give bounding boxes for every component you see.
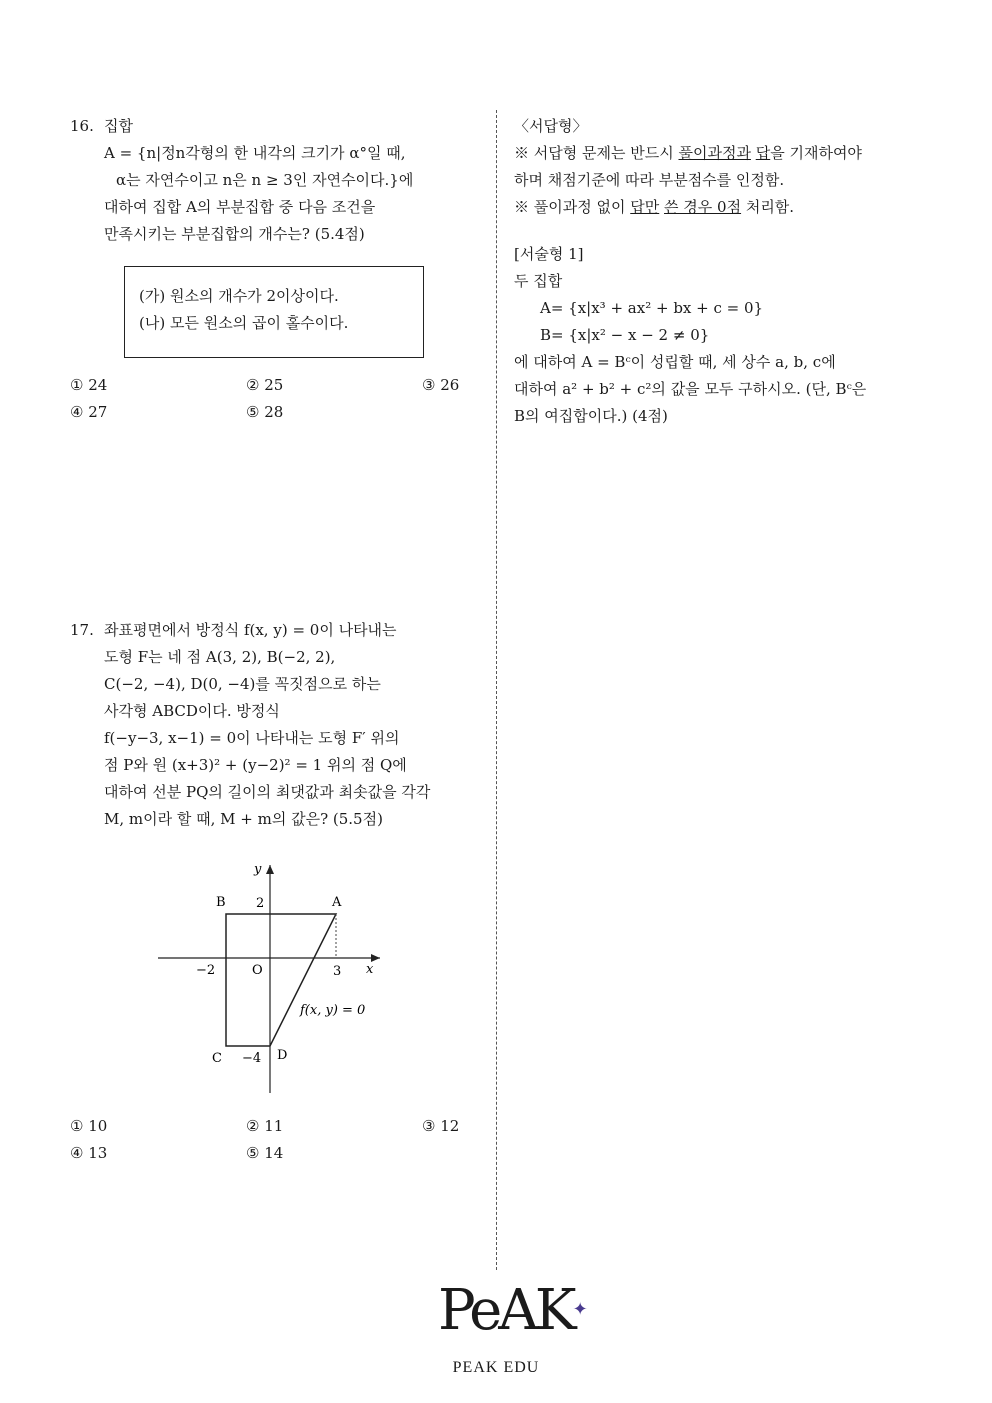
y-axis-arrow — [266, 865, 274, 874]
q16-line-4: 만족시키는 부분집합의 개수는? (5.4점) — [104, 225, 365, 243]
point-a-label: A — [332, 895, 342, 910]
origin-label: O — [252, 963, 263, 978]
tick-x-neg2: −2 — [196, 963, 216, 978]
logo-text: PEAK EDU — [452, 1359, 540, 1376]
column-divider — [496, 110, 497, 1270]
peak-edu-logo — [438, 1278, 584, 1377]
q16-line-2: α는 자연수이고 n은 n ≥ 3인 자연수이다.}에 — [116, 171, 414, 189]
curve-label: f(x, y) = 0 — [300, 1003, 366, 1018]
q17-choices — [70, 1113, 480, 1167]
essay-intro: 두 집합 — [514, 272, 563, 290]
x-axis-label: x — [366, 962, 374, 977]
q17-choice-4[interactable]: ④ 13 — [70, 1144, 108, 1162]
x-axis-arrow — [371, 954, 380, 962]
essay-body-3: B의 여집합이다.) (4점) — [514, 407, 668, 425]
q17-choice-2[interactable]: ② 11 — [246, 1117, 284, 1135]
essay-heading: 〈서답형〉 — [514, 117, 588, 135]
q16-condition-box — [124, 266, 424, 358]
q17-choice-5[interactable]: ⑤ 14 — [246, 1144, 284, 1162]
q17-line-1: 17. 좌표평면에서 방정식 f(x, y) = 0이 나타내는 — [70, 617, 480, 644]
q16-choice-3[interactable]: ③ 26 — [422, 376, 460, 394]
q16-title: 집합 — [104, 117, 133, 135]
essay-set-a: A= {x|x³ + ax² + bx + c = 0} — [540, 299, 764, 317]
q17-line-4: 사각형 ABCD이다. 방정식 — [104, 702, 280, 720]
essay-problem-label: [서술형 1] — [514, 245, 584, 263]
q17-choice-1[interactable]: ① 10 — [70, 1117, 108, 1135]
q16-line-3: 대하여 집합 A의 부분집합 중 다음 조건을 — [104, 198, 376, 216]
q16-choice-5[interactable]: ⑤ 28 — [246, 403, 284, 421]
essay-note-1: ※ 서답형 문제는 반드시 풀이과정과 답을 기재하여야 — [514, 144, 862, 162]
q16-condition-2: (나) 모든 원소의 곱이 홀수이다. — [139, 314, 349, 332]
tick-y-neg4: −4 — [242, 1051, 262, 1066]
q17-line-5: f(−y−3, x−1) = 0이 나타내는 도형 F′ 위의 — [104, 729, 400, 747]
essay-body-2: 대하여 a² + b² + c²의 값을 모두 구하시오. (단, Bᶜ은 — [514, 380, 867, 398]
q16-condition-1: (가) 원소의 개수가 2이상이다. — [139, 287, 339, 305]
q16-choices — [70, 372, 480, 426]
question-17 — [70, 617, 480, 1167]
point-b-label: B — [216, 895, 226, 910]
q16-line-1: A = {n|정n각형의 한 내각의 크기가 α°일 때, — [104, 144, 406, 162]
q16-choice-2[interactable]: ② 25 — [246, 376, 284, 394]
q17-line-8: M, m이라 할 때, M + m의 값은? (5.5점) — [104, 810, 383, 828]
essay-set-b: B= {x|x² − x − 2 ≠ 0} — [540, 326, 710, 344]
essay-note-2: 하며 채점기준에 따라 부분점수를 인정함. — [514, 171, 785, 189]
left-column — [70, 113, 480, 1167]
q17-line-6: 점 P와 원 (x+3)² + (y−2)² = 1 위의 점 Q에 — [104, 756, 407, 774]
q17-figure — [158, 857, 388, 1093]
q17-line-2: 도형 F는 네 점 A(3, 2), B(−2, 2), — [104, 648, 336, 666]
tick-x-3: 3 — [333, 964, 342, 979]
y-axis-label: y — [254, 862, 262, 877]
essay-body-1: 에 대하여 A = Bᶜ이 성립할 때, 세 상수 a, b, c에 — [514, 353, 836, 371]
tick-y-2: 2 — [256, 896, 265, 911]
q17-number: 17. — [70, 621, 94, 639]
question-16 — [70, 113, 480, 426]
q17-line-3: C(−2, −4), D(0, −4)를 꼭짓점으로 하는 — [104, 675, 381, 693]
point-d-label: D — [277, 1048, 288, 1063]
q16-number: 16. — [70, 117, 94, 135]
point-c-label: C — [212, 1051, 222, 1066]
q16-choice-1[interactable]: ① 24 — [70, 376, 108, 394]
logo-mark: PeAK✦ — [438, 1278, 584, 1343]
quadrilateral-abcd — [226, 914, 336, 1046]
q17-line-7: 대하여 선분 PQ의 길이의 최댓값과 최솟값을 각각 — [104, 783, 431, 801]
q17-choice-3[interactable]: ③ 12 — [422, 1117, 460, 1135]
right-column — [514, 113, 914, 430]
q16-choice-4[interactable]: ④ 27 — [70, 403, 108, 421]
q16-header — [70, 113, 480, 140]
essay-note-3: ※ 풀이과정 없이 답만 쓴 경우 0점 처리함. — [514, 198, 795, 216]
star-icon: ✦ — [572, 1299, 584, 1320]
